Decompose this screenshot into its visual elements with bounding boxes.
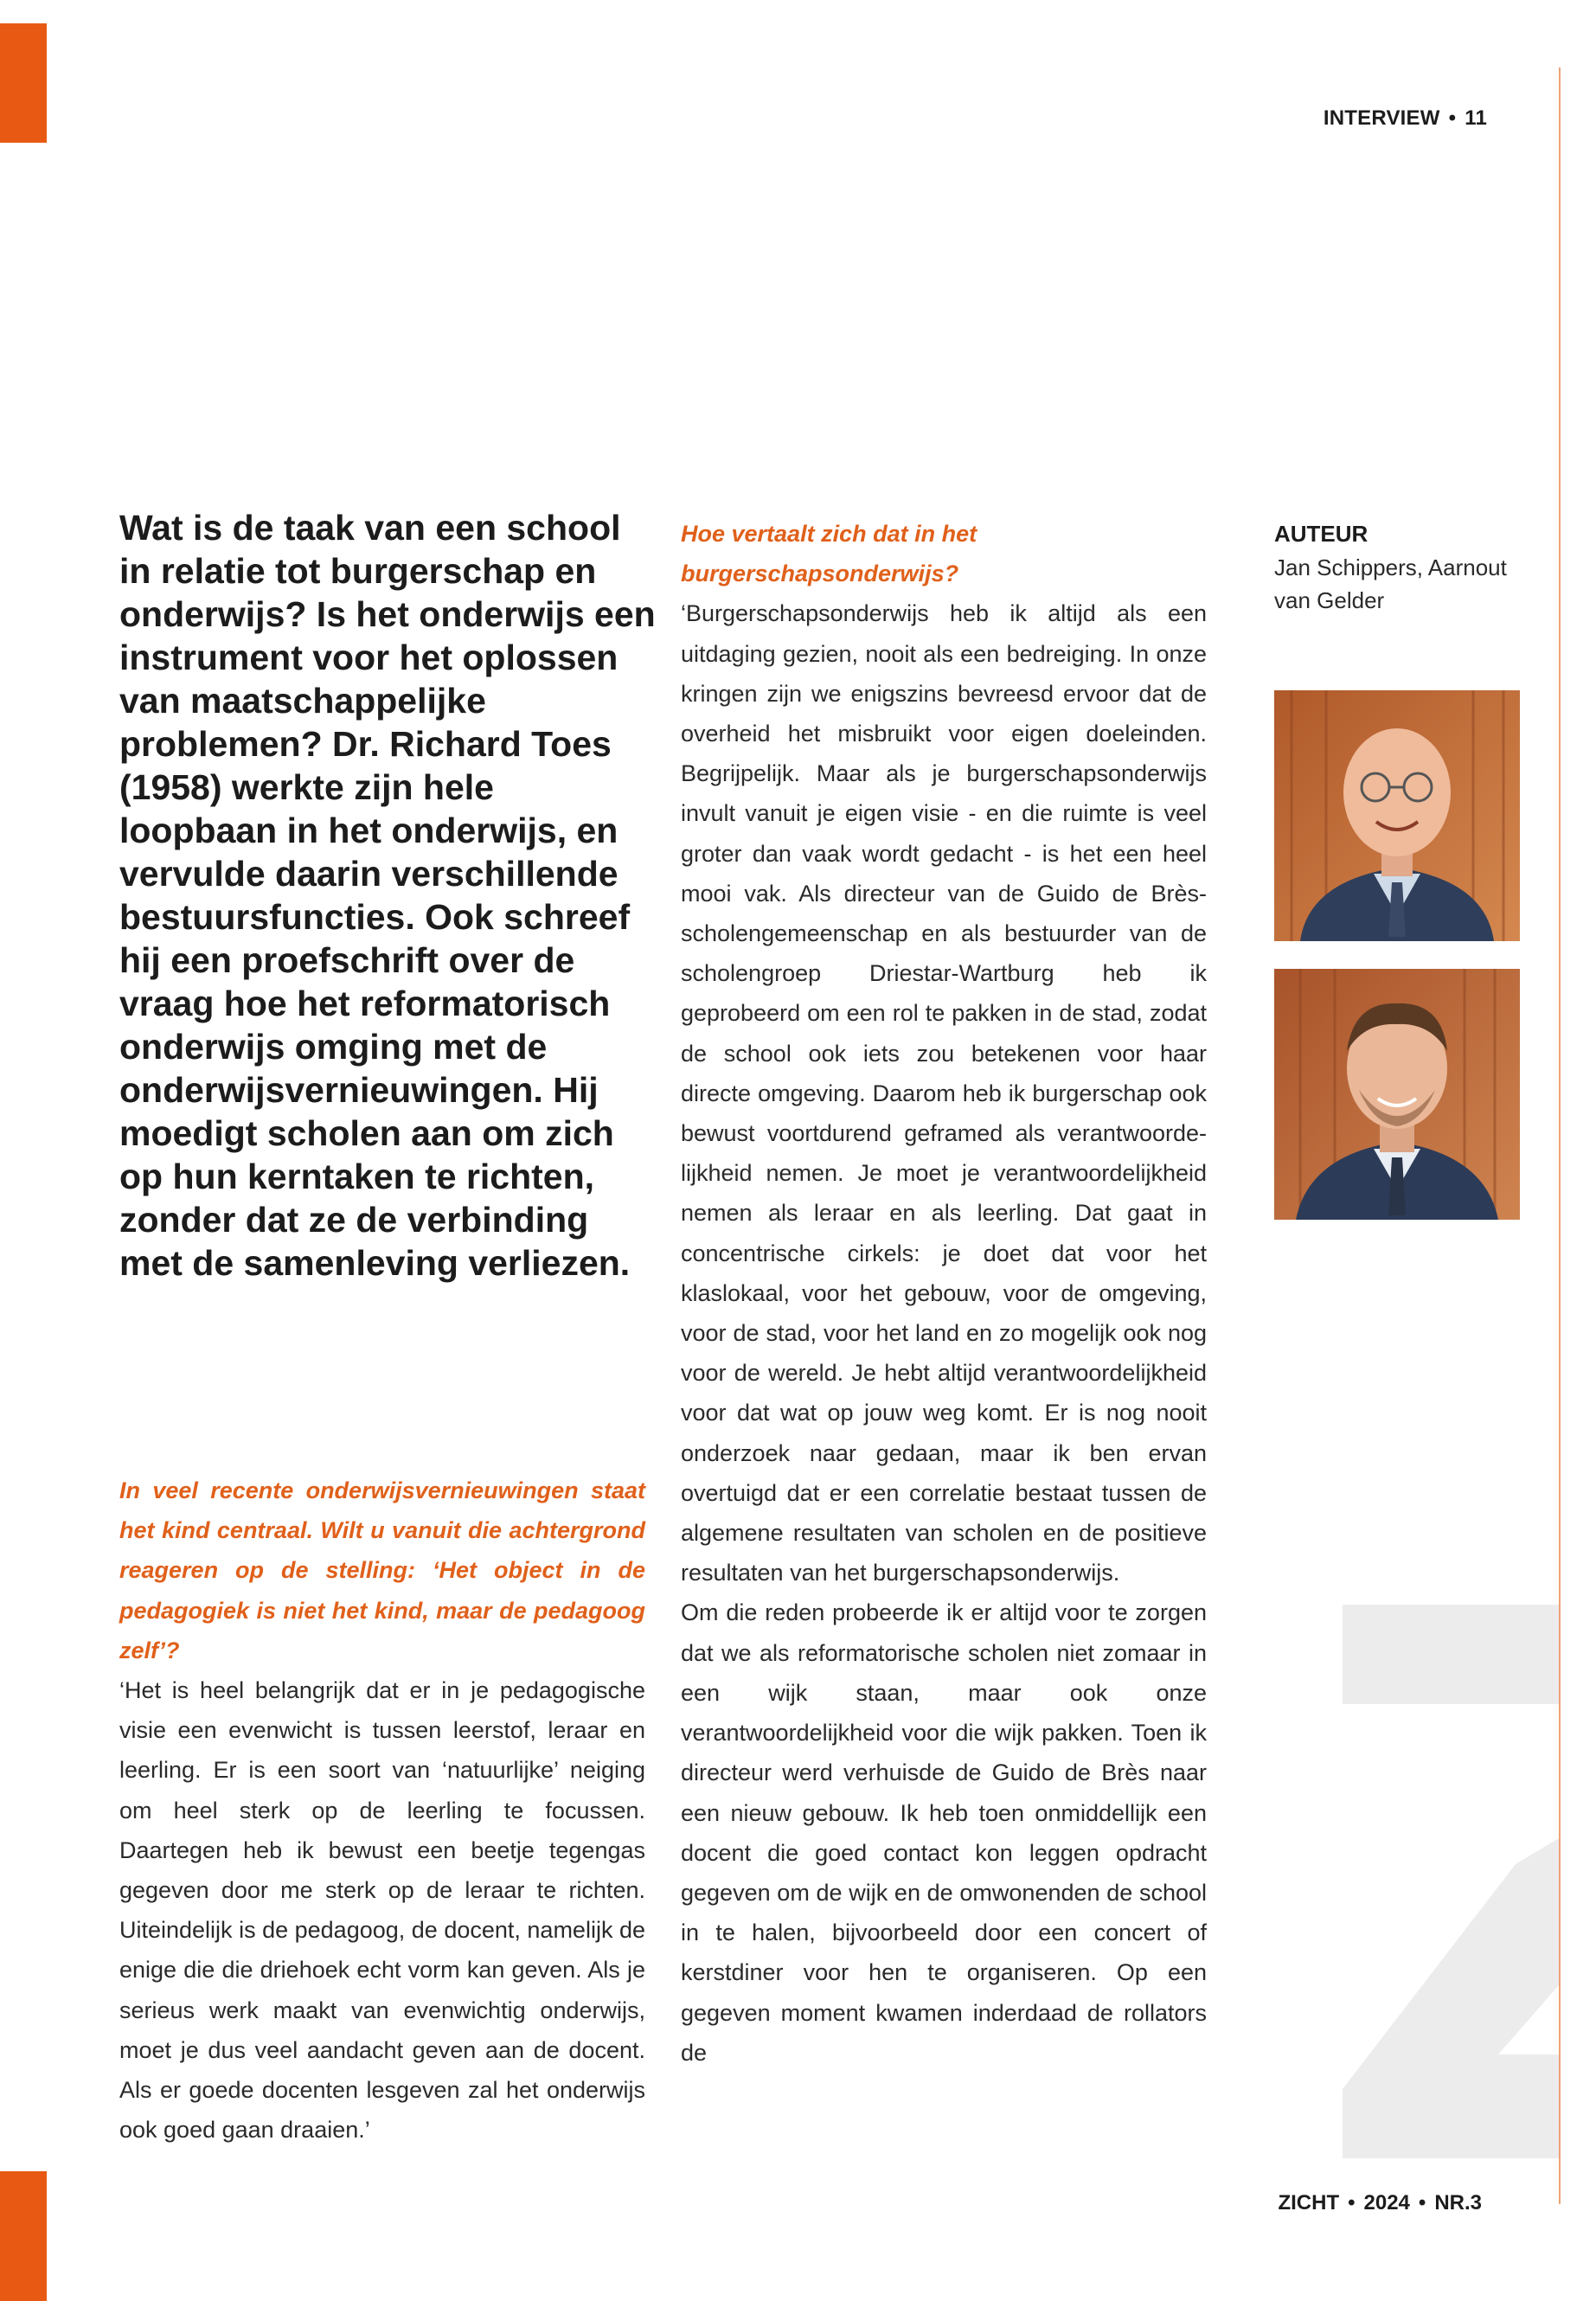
page-number: 11 (1465, 106, 1487, 130)
issue-year: 2024 (1363, 2191, 1410, 2214)
author-box (1274, 517, 1534, 618)
portrait-illustration (1274, 969, 1520, 1220)
interview-question: In veel recente onderwijsvernieuwingen staat het kind centraal. Wilt u vanuit die achtergrond reageren op de stelling: ‘Het object in de pedagogiek is niet het kind, maar de pedagoog zelf’? (119, 1477, 645, 1663)
section-label: INTERVIEW (1323, 106, 1440, 130)
magazine-name: ZICHT (1278, 2191, 1340, 2214)
separator-dot: • (1418, 2191, 1426, 2214)
author-label: AUTEUR (1274, 521, 1368, 547)
article-column-1 (119, 1471, 645, 2150)
author-names: Jan Schippers, Aarnout van Gelder (1274, 554, 1507, 613)
accent-bar-bottom (0, 2171, 47, 2301)
issue-number: NR.3 (1434, 2191, 1482, 2214)
separator-dot: • (1448, 106, 1457, 130)
interview-answer: ‘Burgerschapsonderwijs heb ik altijd als een uitdaging gezien, nooit als een bedreiging. In onze kringen zijn we enigszins bevreesd ervoor dat de overheid het misbruikt voor eigen doeleinden. Begrijpelijk. Maar als je burgerschapsonderwijs invult vanuit je eigen visie - en die ruimte is veel groter dan vaak wordt gedacht - is het een heel mooi vak. Als directeur van de Guido de Brès-scholengemeenschap en als bestuurder van de scholengroep Driestar-Wartburg heb ik geprobeerd om een rol te pakken in de stad, zodat de school ook iets zou betekenen voor haar directe omgeving. Daarom heb ik burgerschap ook bewust voortdurend geframed als verantwoordelijkheid nemen. Je moet je verantwoordelijkheid nemen als leraar en als leerling. Dat gaat in concentrische cirkels: je doet dat voor het klaslokaal, voor het gebouw, voor de omgeving, voor de stad, voor het land en zo mogelijk ook nog voor de wereld. Je hebt altijd verantwoordelijkheid voor dat wat op jouw weg komt. Er is nog nooit onderzoek naar gedaan, maar ik ben ervan overtuigd dat er een correlatie bestaat tussen de algemene resultaten van scholen en de positieve resultaten van het burgerschapsonderwijs. (681, 600, 1207, 1586)
decorative-z-shape (1343, 1605, 1559, 2158)
running-footer (1278, 2191, 1482, 2215)
author-photo (1274, 969, 1520, 1220)
intro-lead: Wat is de taak van een school in relatie tot burgerschap en onderwijs? Is het onderwijs een instrument voor het oplossen van maatschappelijke problemen? Dr. Richard Toes (1958) werkte zijn hele loopbaan in het onderwijs, en vervulde daarin verschillende bestuursfuncties. Ook schreef hij een proefschrift over de vraag hoe het reformatorisch onderwijs omging met de onderwijsvernieuwingen. Hij moedigt scholen aan om zich op hun kerntaken te richten, zonder dat ze de verbinding met de samenleving verliezen. (119, 508, 656, 1283)
portrait-illustration (1274, 690, 1520, 941)
article-column-2 (681, 514, 1207, 2073)
accent-bar-top (0, 23, 47, 143)
interview-answer-continued: Om die reden probeerde ik er altijd voor te zorgen dat we als reformatorische scholen niet zomaar in een wijk staan, maar ook onze verantwoordelijkheid voor die wijk pakken. Toen ik directeur werd verhuisde de Guido de Brès naar een nieuw gebouw. Ik heb toen onmiddellijk een docent die goed contact kon leggen opdracht gegeven om de wijk en de omwonenden de school in te halen, bijvoorbeeld door een concert of kerstdiner voor hen te organiseren. Op een gegeven moment kwamen inderdaad de rollators de (681, 1599, 1207, 2066)
author-photo (1274, 690, 1520, 941)
interview-question: Hoe vertaalt zich dat in het burgerschapsonderwijs? (681, 521, 977, 587)
separator-dot: • (1348, 2191, 1356, 2214)
interview-answer: ‘Het is heel belangrijk dat er in je pedagogische visie een evenwicht is tussen leerstof, leraar en leerling. Er is een soort van ‘natuurlijke’ neiging om heel sterk op de leerling te focussen. Daartegen heb ik bewust een beetje tegengas gegeven door me sterk op de leraar te richten. Uiteindelijk is de pedagoog, de docent, namelijk de enige die die driehoek echt vorm kan geven. Als je serieus werk maakt van evenwichtig onderwijs, moet je dus veel aandacht geven aan de docent. Als er goede docenten lesgeven zal het onderwijs ook goed gaan draaien.’ (119, 1677, 645, 2144)
running-header (1324, 106, 1487, 131)
page-edge-rule (1559, 67, 1561, 2204)
